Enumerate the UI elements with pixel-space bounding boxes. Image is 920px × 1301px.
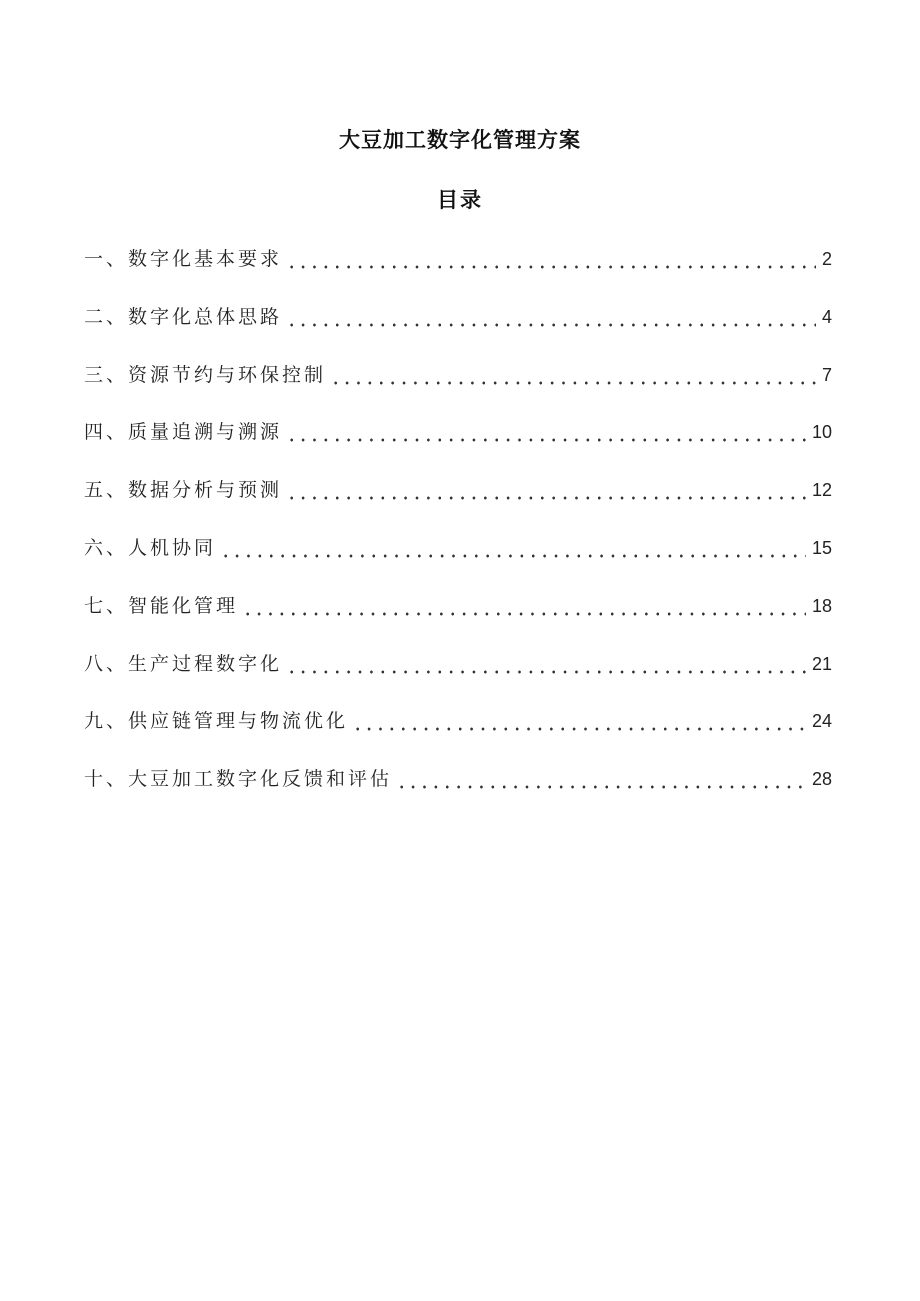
- toc-entry-page: 24: [811, 711, 832, 732]
- toc-entry[interactable]: [84, 648, 832, 680]
- toc-entry-label: 三、资源节约与环保控制: [84, 363, 327, 386]
- toc-entry-page: 2: [821, 249, 832, 269]
- toc-entry-page: 15: [811, 537, 832, 558]
- toc-dot-leader: [286, 438, 806, 442]
- toc-entry[interactable]: [84, 590, 832, 622]
- toc-entry-page: 12: [811, 480, 832, 501]
- document-title: 大豆加工数字化管理方案: [339, 128, 581, 152]
- toc-dot-leader: [330, 381, 816, 385]
- toc-entry-label: 六、人机协同: [84, 536, 217, 559]
- toc-entry-page: 18: [811, 595, 832, 616]
- toc-entry[interactable]: [84, 359, 832, 391]
- toc-entry-page: 21: [811, 653, 832, 674]
- toc-dot-leader: [286, 496, 806, 500]
- toc-entry-label: 二、数字化总体思路: [84, 305, 283, 328]
- toc-dot-leader: [352, 727, 806, 731]
- toc-dot-leader: [286, 670, 806, 674]
- toc-entry-label: 四、质量追溯与溯源: [84, 421, 283, 444]
- toc-dot-leader: [220, 554, 806, 558]
- toc-entry-label: 十、大豆加工数字化反馈和评估: [84, 768, 393, 791]
- toc-entry-label: 九、供应链管理与物流优化: [84, 710, 349, 733]
- toc-dot-leader: [242, 612, 806, 616]
- toc-entry-label: 七、智能化管理: [84, 594, 239, 617]
- toc-entry-label: 八、生产过程数字化: [84, 652, 283, 675]
- toc-entry-label: 五、数据分析与预测: [84, 479, 283, 502]
- toc-entry[interactable]: [84, 301, 832, 333]
- toc-entry[interactable]: [84, 763, 832, 795]
- toc-dot-leader: [286, 323, 816, 327]
- toc-entry[interactable]: [84, 705, 832, 737]
- toc-entry-page: 4: [821, 306, 832, 327]
- toc-entry-label: 一、数字化基本要求: [84, 248, 283, 270]
- toc-entry-page: 28: [811, 769, 832, 790]
- toc-entry[interactable]: [84, 474, 832, 506]
- toc-entry[interactable]: [84, 416, 832, 448]
- toc-entry[interactable]: [84, 243, 832, 275]
- toc-entry[interactable]: [84, 532, 832, 564]
- toc-dot-leader: [396, 785, 806, 789]
- table-of-contents: [84, 243, 832, 821]
- toc-heading: 目录: [437, 188, 483, 212]
- toc-entry-page: 7: [821, 364, 832, 385]
- toc-dot-leader: [286, 265, 816, 269]
- toc-entry-page: 10: [811, 422, 832, 443]
